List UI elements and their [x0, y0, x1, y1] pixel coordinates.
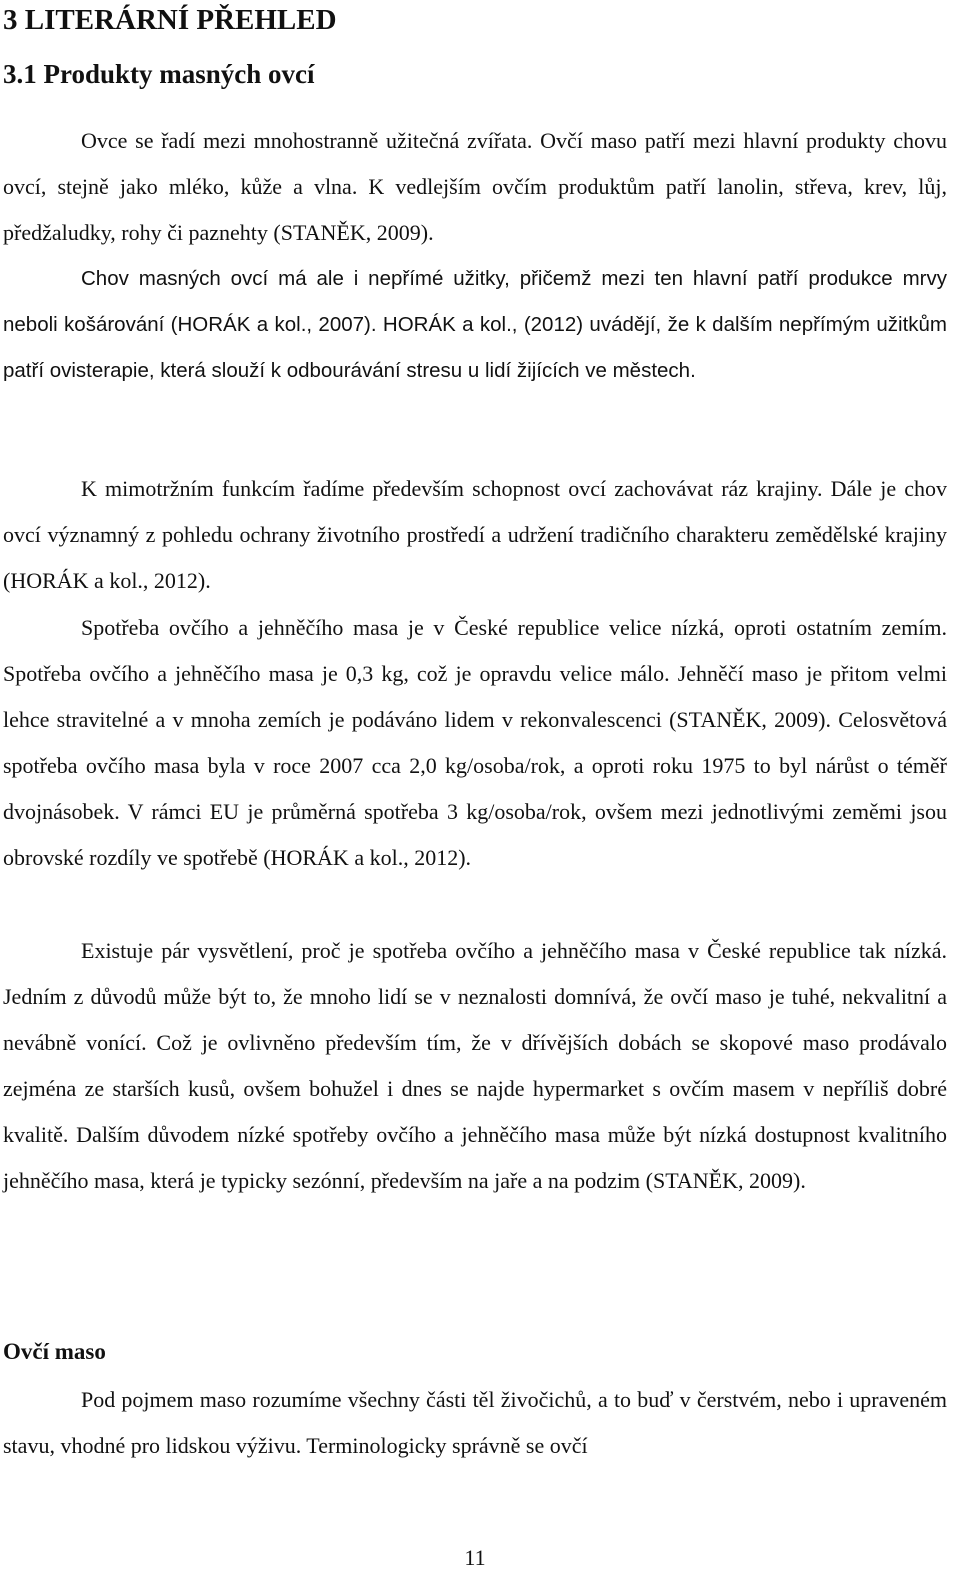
chapter-title: 3 LITERÁRNÍ PŘEHLED — [3, 4, 337, 36]
paragraph-indirect-benefits: Chov masných ovcí má ale i nepřímé užitky, přičemž mezi ten hlavní patří produkce mrvy neboli košárování (HORÁK a kol., 2007). HORÁK a kol., (2012) uvádějí, že k dalším nepřímým užitkům patří ovisterapie, která slouží k odbourávání stresu u lidí žijících ve městech. — [3, 267, 947, 383]
paragraph-meat-definition: Pod pojmem maso rozumíme všechny části těl živočichů, a to buď v čerstvém, nebo i upraveném stavu, vhodné pro lidskou výživu. Terminologicky správně se ovčí — [3, 1387, 947, 1459]
paragraph-explanations: Existuje pár vysvětlení, proč je spotřeba ovčího a jehněčího masa v České republice tak nízká. Jedním z důvodů může být to, že mnoho lidí se v neznalosti domnívá, že ovčí maso je tuhé, nekvalitní a nevábně vonící. Což je ovlivněno především tím, že v dřívějších dobách se skopové maso prodávalo zejména ze starších kusů, ovšem bohužel i dnes se najde hypermarket s ovčím masem v nepříliš dobré kvalitě. Dalším důvodem nízké spotřeby ovčího a jehněčího masa může být nízká dostupnost kvalitního jehněčího masa, která je typicky sezónní, především na jaře a na podzim (STANĚK, 2009). — [3, 938, 947, 1194]
section-title: 3.1 Produkty masných ovcí — [3, 59, 315, 89]
page-number: 11 — [464, 1545, 486, 1570]
subsection-title: Ovčí maso — [3, 1339, 106, 1364]
paragraph-consumption: Spotřeba ovčího a jehněčího masa je v České republice velice nízká, oproti ostatním zemím. Spotřeba ovčího a jehněčího masa je 0,3 kg, což je opravdu velice málo. Jehněčí maso je přitom velmi lehce stravitelné a v mnoha zemích je podáváno lidem v rekonvalescenci (STANĚK, 2009). Celosvětová spotřeba ovčího masa byla v roce 2007 cca 2,0 kg/osoba/rok, a oproti roku 1975 to byl nárůst o téměř dvojnásobek. V rámci EU je průměrná spotřeba 3 kg/osoba/rok, ovšem mezi jednotlivými zeměmi jsou obrovské rozdíly ve spotřebě (HORÁK a kol., 2012). — [3, 615, 947, 871]
paragraph-products: Ovce se řadí mezi mnohostranně užitečná zvířata. Ovčí maso patří mezi hlavní produkty chovu ovcí, stejně jako mléko, kůže a vlna. K vedlejším ovčím produktům patří lanolin, střeva, krev, lůj, předžaludky, rohy či paznehty (STANĚK, 2009). — [3, 128, 947, 246]
paragraph-non-market-functions: K mimotržním funkcím řadíme především schopnost ovcí zachovávat ráz krajiny. Dále je chov ovcí významný z pohledu ochrany životního prostředí a udržení tradičního charakteru zemědělské krajiny (HORÁK a kol., 2012). — [3, 476, 947, 594]
